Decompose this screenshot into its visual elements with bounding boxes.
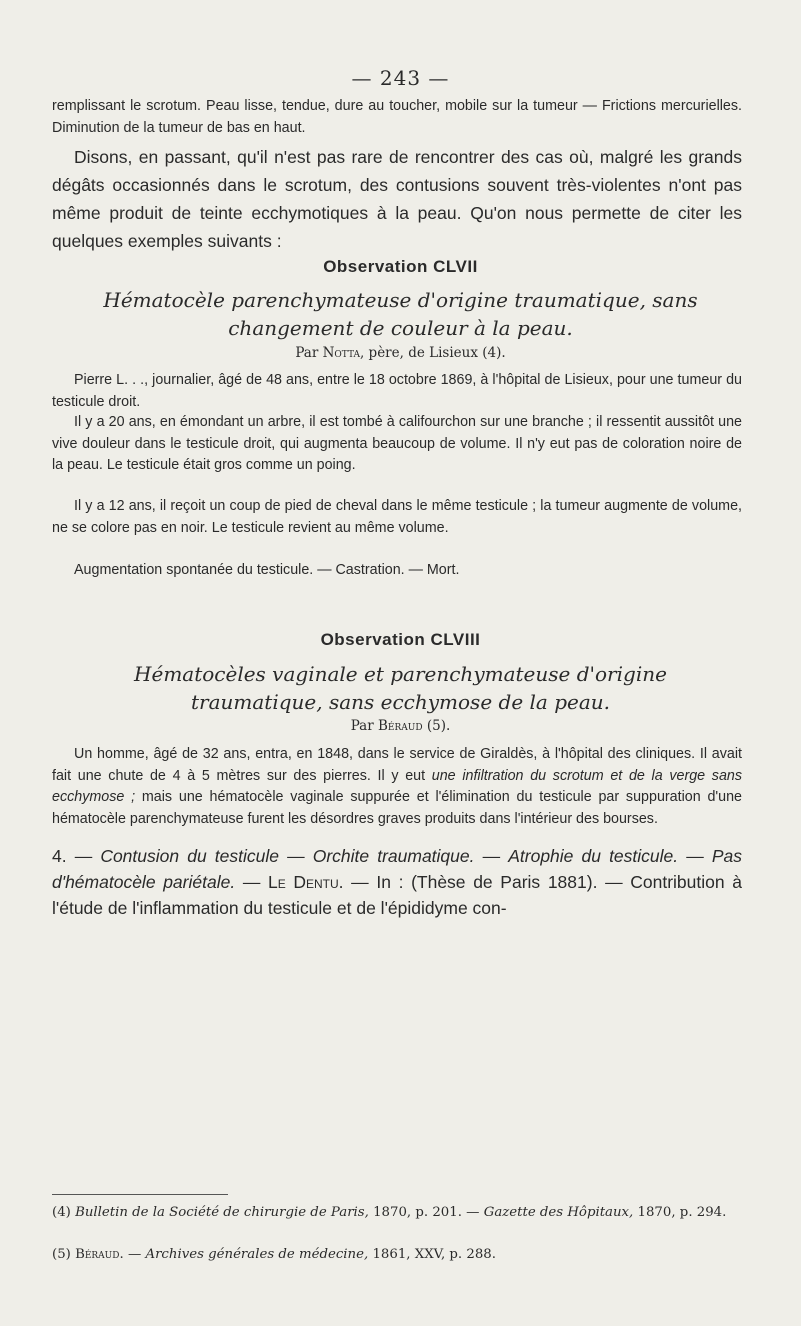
observation-158-p1 [52,744,742,830]
separator: — [235,872,268,892]
page-number: — 243 — [351,66,450,90]
separator: — [474,846,509,866]
observation-157-author [0,345,801,361]
observation-157-p3: Il y a 12 ans, il reçoit un coup de pied de cheval dans le même testicule ; la tumeur augmente de volume, ne se colore pas en noir. Le testicule revient au même volume. [52,498,742,536]
entry-number: 4. — [52,846,101,866]
observation-157-p1: Pierre L. . ., journalier, âgé de 48 ans, entre le 18 octobre 1869, à l'hôpital de Lisieux, pour une tumeur du testicule droit. [52,372,742,410]
footnote-rule [52,1194,228,1195]
intro-text: remplissant le scrotum. Peau lisse, tendue, dure au toucher, mobile sur la tumeur — Frictions mercurielles. Diminution de la tumeur de bas en haut. [52,98,742,136]
author-prefix: Par [295,345,323,361]
italic-run: Pas d'hématocèle pariétale. [52,846,743,892]
observation-157-p4: Augmentation spontanée du testicule. — Castration. — Mort. [74,562,460,578]
observation-157-subtitle: Hématocèle parenchymateuse d'origine traumatique, sans changement de couleur à la peau. [103,288,698,340]
text-run: 1870, p. 201. — [368,1205,484,1220]
italic-run: une infiltration du scrotum et de la verge sans ecchymose ; [52,767,743,805]
text-run: mais une hématocèle vaginale suppurée et l'élimination du testicule par suppuration d'une hématocèle parenchymateuse furent les désordres graves produits dans l'intérieur des bourses. [52,789,742,827]
author-suffix: , père, de Lisieux (4). [359,345,506,361]
footnote-number: (4) [52,1205,76,1220]
separator: — [278,846,313,866]
italic-run: Bulletin de la Société de chirurgie de Paris, [75,1205,369,1220]
author-name: Le Dentu [267,872,339,892]
text-run: . — [119,1247,146,1262]
footnote-number: (5) [52,1247,76,1262]
text-run: 1861, XXV, p. 288. [368,1247,496,1262]
text-run: Un homme, âgé de 32 ans, entra, en 1848, dans le service de Giraldès, à l'hôpital des cliniques. Il avait fait une chute de 4 à 5 mètres sur des pierres. Il y eut [52,746,742,784]
author-name: Notta [322,345,360,361]
observation-157-p2: Il y a 20 ans, en émondant un arbre, il est tombé à califourchon sur une branche ; il ressentit aussitôt une vive douleur dans le testicule droit, qui augmenta beaucoup de volume. Il n'y eut pas de coloration noire de la peau. Le testicule était gros comme un poing. [52,414,742,473]
italic-run: Archives générales de médecine, [145,1247,369,1262]
italic-run: Gazette des Hôpitaux, [483,1205,634,1220]
italic-run: Orchite traumatique. [312,846,475,866]
observation-157-heading: Observation CLVII [323,257,478,276]
footnote-5 [52,1246,742,1263]
author-name: Béraud [75,1247,120,1262]
main-paragraph: Disons, en passant, qu'il n'est pas rare de rencontrer des cas où, malgré les grands dégâts occasionnés dans le scrotum, des contusions souvent très-violentes n'ont pas même produit de teinte ecchymotiques à la peau. Qu'on nous permette de citer les quelques exemples suivants : [52,147,742,251]
text-run: . — In : (Thèse de Paris 1881). — Contribution à l'étude de l'inflammation du testicule et de l'épididyme con- [52,872,742,918]
author-name: Béraud [377,718,423,734]
author-suffix: (5). [422,718,451,734]
observation-158-author [0,718,801,734]
separator: — [678,846,712,866]
observation-158-heading: Observation CLVIII [320,630,481,649]
text-run: 1870, p. 294. [633,1205,727,1220]
footnote-4 [52,1204,742,1221]
italic-run: Atrophie du testicule. [508,846,679,866]
reference-entry [52,843,742,921]
observation-158-subtitle: Hématocèles vaginale et parenchymateuse d'origine traumatique, sans ecchymose de la peau. [134,662,667,714]
author-prefix: Par [350,718,378,734]
italic-run: Contusion du testicule [100,846,279,866]
